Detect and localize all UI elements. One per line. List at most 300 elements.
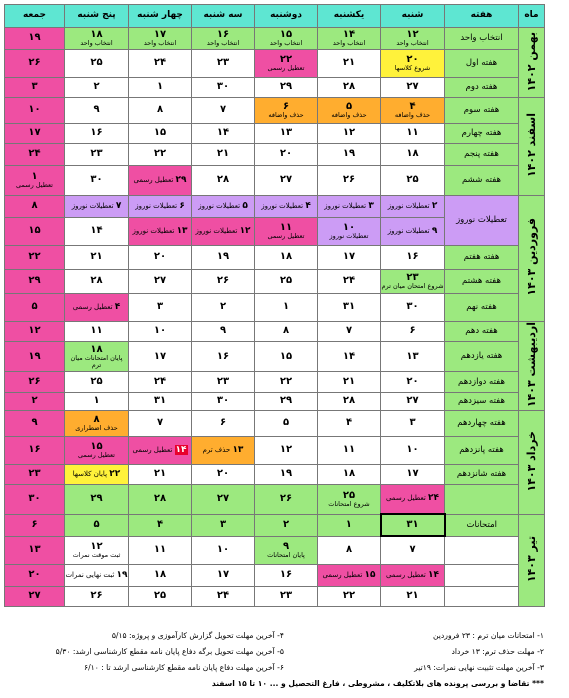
day-number: ۱۸ (153, 568, 167, 580)
week-label (445, 586, 519, 606)
day-number: ۲۳ (90, 148, 103, 160)
day-cell (192, 372, 255, 392)
day-number: ۲۵ (342, 489, 356, 501)
month-label: خرداد ۱۴۰۳ (519, 410, 545, 514)
day-cell (192, 144, 255, 166)
day-cell (318, 514, 381, 536)
day-note: تعطیل رسمی (267, 232, 305, 241)
day-cell (255, 464, 318, 484)
week-label: هفته سوم (445, 98, 519, 124)
day-cell (318, 246, 381, 270)
day-cell (318, 124, 381, 144)
day-number: ۲۶ (216, 275, 230, 287)
day-number: ۷ (409, 544, 416, 556)
day-cell (192, 410, 255, 436)
day-cell (255, 78, 318, 98)
day-note: تعطیل رسمی (72, 302, 113, 311)
day-number: ۱۶ (216, 350, 230, 362)
day-cell (129, 294, 192, 322)
week-label: هفته پنجم (445, 144, 519, 166)
day-number: ۲۱ (90, 251, 103, 263)
day-number: ۶ (409, 325, 416, 337)
day-number: ۲ (219, 301, 227, 313)
day-note: تعطیل رسمی (267, 64, 305, 73)
day-number: ۳ (409, 416, 416, 428)
day-number: ۱۱ (406, 127, 419, 139)
day-number: ۳۱ (153, 394, 167, 406)
day-number: ۱۹ (216, 251, 230, 263)
week-row (5, 436, 545, 464)
day-number: ۲۹ (90, 492, 103, 504)
day-number: ۲۲ (279, 375, 293, 387)
day-cell (192, 564, 255, 586)
week-label: هفته اول (445, 50, 519, 78)
day-note: شروع امتحانات (328, 500, 370, 509)
day-cell (65, 196, 129, 218)
day-cell (65, 166, 129, 196)
day-cell (255, 484, 318, 514)
day-cell (65, 28, 129, 50)
col-wednesday: چهار شنبه (129, 5, 192, 28)
day-cell (129, 392, 192, 410)
day-number: ۴ (305, 200, 311, 211)
day-number: ۸ (345, 543, 353, 555)
day-cell (381, 270, 445, 294)
week-row (5, 28, 545, 50)
week-row (5, 322, 545, 342)
day-cell (5, 586, 65, 606)
day-cell (192, 484, 255, 514)
day-number: ۲۱ (216, 148, 230, 160)
day-number: ۲۱ (406, 589, 419, 601)
day-cell (192, 464, 255, 484)
day-cell (318, 564, 381, 586)
day-cell (255, 124, 318, 144)
day-note: تعطیلات نوروز (198, 201, 241, 210)
day-note: پایان کلاسها (72, 469, 108, 478)
day-number: ۲۸ (342, 81, 356, 93)
week-row (5, 342, 545, 372)
week-row (5, 144, 545, 166)
day-cell (192, 436, 255, 464)
day-cell (5, 514, 65, 536)
week-label (445, 536, 519, 564)
day-number: ۲۶ (279, 492, 293, 504)
day-note: شروع کلاسها (394, 64, 431, 73)
day-number: ۲۵ (279, 275, 293, 287)
day-number: ۲۲ (28, 251, 41, 263)
day-cell (5, 124, 65, 144)
day-number: ۲۳ (216, 375, 230, 387)
note-internship: ۴- آخرین مهلت تحویل گزارش کارآموزی و پروژه: ۵/۱۵ (111, 631, 284, 640)
day-cell (255, 98, 318, 124)
day-note: تعطیلات نوروز (329, 232, 369, 241)
day-number: ۱۳ (176, 225, 188, 236)
day-cell (5, 342, 65, 372)
day-cell (192, 246, 255, 270)
day-cell (255, 294, 318, 322)
day-cell (5, 28, 65, 50)
day-cell (129, 372, 192, 392)
day-number: ۲۲ (342, 589, 356, 601)
day-number: ۲۹ (175, 174, 187, 185)
day-number: ۱۸ (279, 251, 293, 263)
day-number: ۱۵ (90, 440, 103, 452)
day-number: ۹ (282, 540, 290, 552)
day-number: ۱۷ (28, 127, 41, 139)
day-number: ۱۸ (406, 148, 419, 160)
day-note: انتخاب واحد (269, 39, 303, 48)
day-number: ۴ (409, 100, 416, 112)
day-number: ۱ (93, 394, 100, 406)
day-number: ۱۴ (428, 569, 440, 580)
day-number: ۸ (93, 413, 100, 425)
day-note: انتخاب واحد (332, 39, 366, 48)
day-number: ۲ (431, 200, 438, 211)
day-number: ۱۹ (342, 148, 356, 160)
day-number: ۱۴ (342, 28, 356, 40)
day-cell (129, 536, 192, 564)
day-cell (318, 294, 381, 322)
day-note: تعطیلات نوروز (132, 226, 175, 235)
day-note: انتخاب واحد (206, 39, 240, 48)
day-cell (129, 514, 192, 536)
day-number: ۱۳ (406, 350, 419, 362)
day-note: تعطیلات نوروز (135, 201, 178, 210)
col-tuesday: سه شنبه (192, 5, 255, 28)
week-label: هفته پانزدهم (445, 436, 519, 464)
day-cell (318, 196, 381, 218)
week-label: هفته دهم (445, 322, 519, 342)
day-cell (255, 166, 318, 196)
day-number: ۲۰ (216, 467, 230, 479)
day-cell (381, 536, 445, 564)
day-cell (255, 144, 318, 166)
day-number: ۳۰ (406, 301, 419, 313)
day-cell (381, 484, 445, 514)
day-cell (5, 410, 65, 436)
day-number: ۳۰ (90, 174, 103, 186)
day-note: ثبت موقت نمرات (72, 551, 121, 560)
day-number: ۵ (31, 301, 38, 313)
col-week: هفته (445, 5, 519, 28)
day-number: ۱ (282, 301, 290, 313)
day-cell (65, 514, 129, 536)
day-number: ۲۲ (153, 148, 167, 160)
day-cell (381, 564, 445, 586)
week-label: هفته شانزدهم (445, 464, 519, 484)
day-cell (192, 28, 255, 50)
note-midterm: ۱- امتحانات میان ترم : ۲۳ فروردین (433, 631, 544, 640)
day-number: ۳ (31, 81, 38, 93)
day-note: پایان امتحانات میان ترم (70, 354, 123, 370)
day-number: ۸ (282, 325, 290, 337)
day-number: ۲۵ (90, 57, 103, 69)
day-cell (129, 410, 192, 436)
day-cell (192, 322, 255, 342)
day-cell (129, 144, 192, 166)
day-note: حذف واضافه (331, 111, 367, 120)
day-number: ۱۲ (342, 127, 356, 139)
day-cell (65, 270, 129, 294)
day-number: ۱۲ (239, 225, 251, 236)
month-label: اسفند ۱۴۰۲ (519, 98, 545, 196)
day-cell (129, 78, 192, 98)
day-cell (65, 410, 129, 436)
day-cell (129, 564, 192, 586)
day-note: حذف ترم (202, 445, 231, 454)
day-cell (255, 218, 318, 246)
day-cell (255, 586, 318, 606)
day-number: ۲ (31, 394, 38, 406)
day-cell (129, 586, 192, 606)
day-cell (129, 196, 192, 218)
day-number: ۳۰ (216, 394, 230, 406)
day-number: ۲۹ (28, 275, 41, 287)
day-cell (65, 536, 129, 564)
day-number: ۱۳ (232, 444, 244, 455)
day-cell (5, 196, 65, 218)
day-number: ۱۷ (153, 28, 167, 40)
day-number: ۲۵ (406, 174, 419, 186)
day-number: ۲۶ (342, 174, 356, 186)
week-row (5, 166, 545, 196)
day-number: ۱۲ (90, 540, 103, 552)
day-number: ۱۱ (90, 325, 103, 337)
week-label: هفته دوم (445, 78, 519, 98)
day-cell (381, 166, 445, 196)
day-number: ۱۶ (279, 568, 293, 580)
day-number: ۲۷ (406, 81, 419, 93)
day-cell (129, 166, 192, 196)
week-label: انتخاب واحد (445, 28, 519, 50)
day-cell (129, 342, 192, 372)
day-cell (318, 270, 381, 294)
week-row (5, 392, 545, 410)
day-cell (192, 342, 255, 372)
day-number: ۱۶ (406, 251, 419, 263)
day-cell (381, 50, 445, 78)
day-number: ۵ (345, 100, 353, 112)
week-row (5, 124, 545, 144)
week-row (5, 98, 545, 124)
day-number: ۲۲ (279, 53, 293, 65)
day-note: تعطیل رسمی (385, 570, 426, 579)
day-cell (65, 342, 129, 372)
day-cell (65, 50, 129, 78)
day-cell (129, 218, 192, 246)
day-cell (5, 436, 65, 464)
col-monday: دوشنبه (255, 5, 318, 28)
week-row (5, 586, 545, 606)
day-number: ۴ (156, 518, 164, 530)
day-cell (192, 50, 255, 78)
day-number: ۵ (242, 200, 248, 211)
day-note: تعطیلات نوروز (387, 226, 430, 235)
day-cell (65, 246, 129, 270)
day-number: ۱۶ (28, 443, 41, 455)
day-note: تعطیل رسمی (322, 570, 363, 579)
day-number: ۶ (179, 200, 185, 211)
day-number: ۲۲ (109, 468, 121, 479)
day-note: حذف اضطراری (75, 424, 118, 433)
day-number: ۱۲ (406, 28, 419, 40)
week-row (5, 484, 545, 514)
day-cell (5, 144, 65, 166)
day-cell (65, 464, 129, 484)
day-cell (318, 392, 381, 410)
day-number: ۵ (282, 416, 290, 428)
day-cell (5, 218, 65, 246)
day-number: ۷ (219, 104, 227, 116)
day-cell (192, 98, 255, 124)
week-label: تعطیلات نوروز (445, 196, 519, 246)
day-cell (381, 294, 445, 322)
day-number: ۳۱ (342, 301, 356, 313)
day-cell (192, 586, 255, 606)
day-note: پایان امتحانات (267, 551, 305, 560)
week-row (5, 464, 545, 484)
day-cell (5, 294, 65, 322)
day-cell (192, 392, 255, 410)
note-drop: ۲- مهلت حذف ترم: ۱۳ خرداد (451, 647, 544, 656)
day-number: ۶ (219, 416, 227, 428)
day-note: تعطیلات نوروز (261, 201, 304, 210)
day-cell (318, 410, 381, 436)
day-number: ۱۹ (116, 569, 128, 580)
month-label: بهمن ۱۴۰۲ (519, 28, 545, 98)
day-number: ۱۰ (28, 104, 41, 116)
week-label: هفته هشتم (445, 270, 519, 294)
day-cell (65, 98, 129, 124)
day-cell (381, 78, 445, 98)
day-number: ۹ (431, 225, 438, 236)
day-number: ۲۴ (216, 589, 230, 601)
day-note: تعطیلات نوروز (387, 201, 430, 210)
academic-calendar-table (4, 4, 545, 607)
day-cell (65, 218, 129, 246)
day-number: ۱۴ (216, 127, 230, 139)
day-note: انتخاب واحد (143, 39, 177, 48)
day-cell (318, 98, 381, 124)
day-note: شروع امتحان میان ترم (381, 282, 444, 291)
day-cell (192, 514, 255, 536)
day-number: ۲۴ (28, 148, 41, 160)
day-number: ۲۸ (90, 275, 103, 287)
month-label: فروردین ۱۴۰۳ (519, 196, 545, 322)
week-label: هفته ششم (445, 166, 519, 196)
day-cell (381, 514, 445, 536)
week-label: هفته چهارم (445, 124, 519, 144)
day-number: ۱۷ (406, 467, 419, 479)
day-number: ۲۷ (28, 589, 41, 601)
day-number: ۸ (31, 200, 38, 212)
day-cell (192, 270, 255, 294)
day-cell (5, 50, 65, 78)
day-cell (318, 464, 381, 484)
day-number: ۱۹ (279, 467, 293, 479)
day-number: ۱۵ (28, 225, 41, 237)
day-number: ۱۵ (279, 350, 293, 362)
day-number: ۱۸ (342, 467, 356, 479)
day-number: ۱۴ (342, 350, 356, 362)
day-number: ۲۳ (406, 271, 419, 283)
day-cell (381, 586, 445, 606)
day-number: ۱۹ (28, 32, 41, 44)
week-label: هفته یازدهم (445, 342, 519, 372)
week-label: هفته چهاردهم (445, 410, 519, 436)
week-label: هفته نهم (445, 294, 519, 322)
day-number: ۲۵ (90, 375, 103, 387)
day-number: ۲۵ (153, 589, 167, 601)
day-number: ۲۴ (342, 275, 356, 287)
day-cell (381, 98, 445, 124)
day-number: ۲۶ (28, 375, 41, 387)
day-cell (255, 514, 318, 536)
day-number: ۱۳ (279, 127, 293, 139)
day-cell (192, 218, 255, 246)
day-cell (129, 464, 192, 484)
day-cell (129, 436, 192, 464)
day-cell (192, 294, 255, 322)
day-number: ۴ (345, 416, 353, 428)
day-number: ۲۴ (153, 375, 167, 387)
day-cell (129, 246, 192, 270)
day-number: ۷ (345, 325, 353, 337)
month-label: تیر ۱۴۰۳ (519, 514, 545, 606)
day-note: ثبت نهایی نمرات (65, 570, 115, 579)
day-number: ۱۱ (279, 221, 293, 233)
week-row (5, 564, 545, 586)
day-cell (65, 144, 129, 166)
day-number: ۲۳ (216, 57, 230, 69)
day-number: ۲۶ (28, 57, 41, 69)
day-cell (65, 124, 129, 144)
day-cell (318, 28, 381, 50)
day-cell (318, 484, 381, 514)
week-label: هفته هفتم (445, 246, 519, 270)
day-cell (129, 98, 192, 124)
week-label (445, 484, 519, 514)
day-number: ۶ (31, 518, 38, 530)
day-number: ۲۸ (342, 394, 356, 406)
col-thursday: پنج شنبه (65, 5, 129, 28)
day-number: ۱۴ (175, 444, 187, 455)
day-note: تعطیلات نوروز (71, 201, 114, 210)
day-number: ۱ (156, 81, 164, 93)
note-defense: ۶- آخرین مهلت دفاع پایان نامه مقطع کارشناسی ارشد تا : ۶/۱۰ (83, 663, 284, 672)
day-number: ۳۱ (406, 518, 419, 530)
day-cell (381, 144, 445, 166)
day-number: ۲۷ (279, 174, 293, 186)
day-number: ۱۶ (216, 28, 230, 40)
day-number: ۲۰ (28, 568, 41, 580)
day-cell (5, 98, 65, 124)
day-cell (5, 78, 65, 98)
day-cell (318, 586, 381, 606)
day-number: ۲ (93, 81, 100, 93)
day-cell (255, 322, 318, 342)
day-cell (65, 372, 129, 392)
col-sunday: یکشنبه (318, 5, 381, 28)
day-number: ۱ (345, 518, 352, 530)
week-label: امتحانات (445, 514, 519, 536)
day-number: ۲۷ (406, 394, 419, 406)
day-cell (318, 144, 381, 166)
day-number: ۱۵ (153, 127, 167, 139)
week-row (5, 196, 545, 218)
day-number: ۱۱ (153, 543, 167, 555)
